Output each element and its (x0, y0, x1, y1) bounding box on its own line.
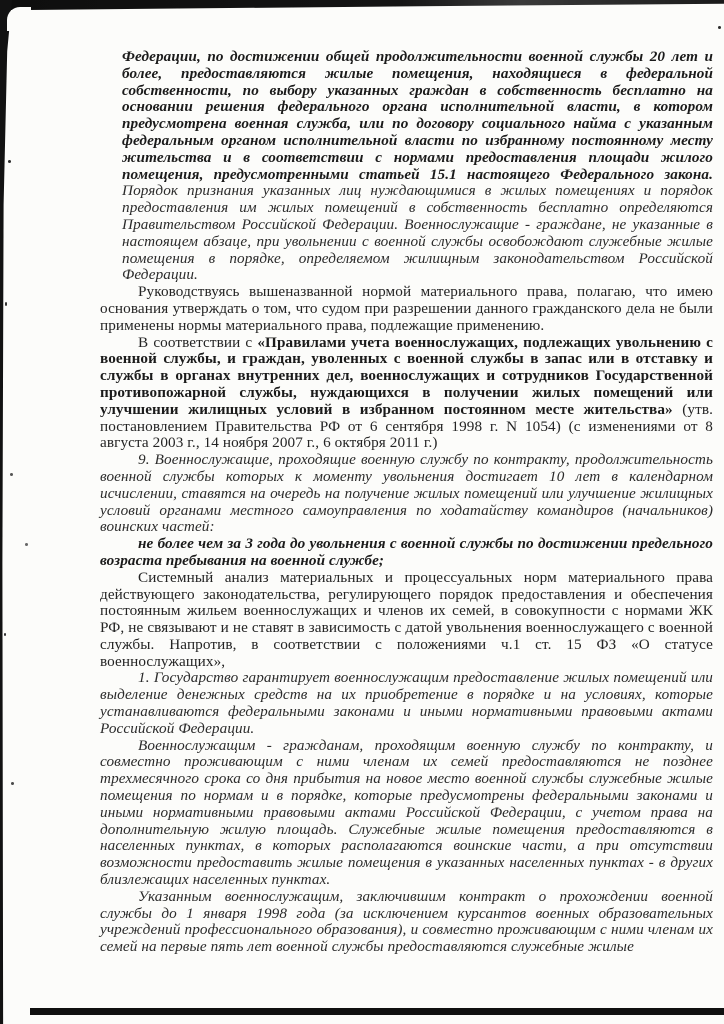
scan-speck (8, 160, 11, 163)
paragraph (100, 452, 713, 536)
scan-speck (11, 782, 14, 785)
scan-speck (10, 473, 13, 476)
text-run: «Правилами учета военнослужащих, подлежащих увольнению с военной службы, и граждан, уволенных с военной службы в запас или в отставку и службы в органах внутренних дел, военнослужащих и сотрудников Государственной противопожарной службы, нуждающихся в получении жилых помещений или улучшении жилищных условий в избранном постоянном месте жительства» (100, 333, 714, 418)
text-run: Указанным военнослужащим, заключившим контракт о прохождении военной службы до 1 января 1998 года (за исключением курсантов военных образовательных учреждений профессионального образования), и совместно проживающим с ними членам их семей на первые пять лет военной службы предоставляются служебные жилые (100, 887, 713, 956)
text-run: 9. Военнослужащие, проходящие военную службу по контракту, продолжительность военной службы которых к моменту увольнения достигает 10 лет в календарном исчислении, ставятся на очередь на получение жилых помещений или улучшение жилищных условий органами местного самоуправления по ходатайству командиров (начальников) воинских частей: (100, 451, 713, 536)
scan-speck (718, 26, 721, 29)
paragraph (100, 284, 713, 334)
scan-speck (25, 543, 28, 546)
scan-speck (4, 633, 6, 636)
paragraph (100, 738, 713, 889)
text-run: Порядок признания указанных лиц нуждающимися в жилых помещениях и порядок предоставления им жилых помещений в собственность бесплатно определяются Правительством Российской Федерации. Военнослужащие - граждане, не указанные в настоящем абзаце, при увольнении с военной службы освобождают служебные жилые помещения в порядке, определяемом жилищным законодательством Российской Федерации. (122, 182, 713, 284)
scan-edge-top (0, 0, 724, 10)
text-run: Военнослужащим - гражданам, проходящим военную службу по контракту, и совместно проживающим с ними членам их семей предоставляются не позднее трехмесячного срока со дня прибытия на новое место военной службы служебные жилые помещения по нормам и в порядке, которые предусмотрены федеральными законами и иными нормативными правовыми актами Российской Федерации, с учетом права на дополнительную жилую площадь. Служебные жилые помещения предоставляются в населенных пунктах, в которых располагаются воинские части, а при отсутствии возможности предоставить жилые помещения в указанных населенных пунктах - в других близлежащих населенных пунктах. (100, 736, 713, 889)
scan-edge-bottom (30, 1008, 724, 1015)
text-run: Системный анализ материальных и процессуальных норм материального права действующего законодательства, регулирующего порядок предоставления и обеспечения постоянным жильем военнослужащих и членов их семей, в совокупности с нормами ЖК РФ, не связывают и не ставят в зависимость с датой увольнения военнослужащего с военной службы. Напротив, в соответствии с положениями ч.1 ст. 15 ФЗ «О статусе военнослужащих», (100, 568, 713, 670)
paragraph (100, 570, 713, 671)
text-run: Руководствуясь вышеназванной нормой материального права, полагаю, что имею основания утверждать о том, что судом при разрешении данного гражданского дела не были применены нормы материального права, подлежащие применению. (100, 283, 713, 334)
text-run: не более чем за 3 года до увольнения с военной службы по достижении предельного возраста пребывания на военной службе; (100, 535, 713, 569)
scan-edge-left (0, 0, 12, 1024)
scan-speck (5, 302, 7, 306)
paragraph (100, 670, 713, 737)
page-corner-curve (7, 7, 31, 31)
text-run: 1. Государство гарантирует военнослужащим предоставление жилых помещений или выделение денежных средств на их приобретение в порядке и на условиях, которые устанавливаются федеральными законами и иными нормативными правовыми актами Российской Федерации. (100, 669, 713, 737)
paragraph (100, 536, 713, 570)
document-text (100, 49, 713, 956)
paragraph (122, 49, 713, 284)
paragraph (100, 335, 713, 453)
text-run: Федерации, по достижении общей продолжительности военной службы 20 лет и более, предоставляются жилые помещения, находящиеся в федеральной собственности, по выбору указанных граждан в собственность бесплатно на основании решения федерального органа исполнительной власти, в котором предусмотрена военная служба, или по договору социального найма с указанным федеральным органом исполнительной власти по избранному постоянному месту жительства и в соответствии с нормами предоставления площади жилого помещения, предусмотренными статьей 15.1 настоящего Федерального закона. (122, 48, 713, 183)
text-run: (утв. постановлением Правительства РФ от 6 сентября 1998 г. N 1054) (с изменениями от 8 августа 2003 г., 14 ноября 2007 г., 6 октября 2011 г.) (100, 400, 714, 452)
paragraph (100, 889, 713, 956)
text-run: В соответствии с (138, 333, 258, 351)
